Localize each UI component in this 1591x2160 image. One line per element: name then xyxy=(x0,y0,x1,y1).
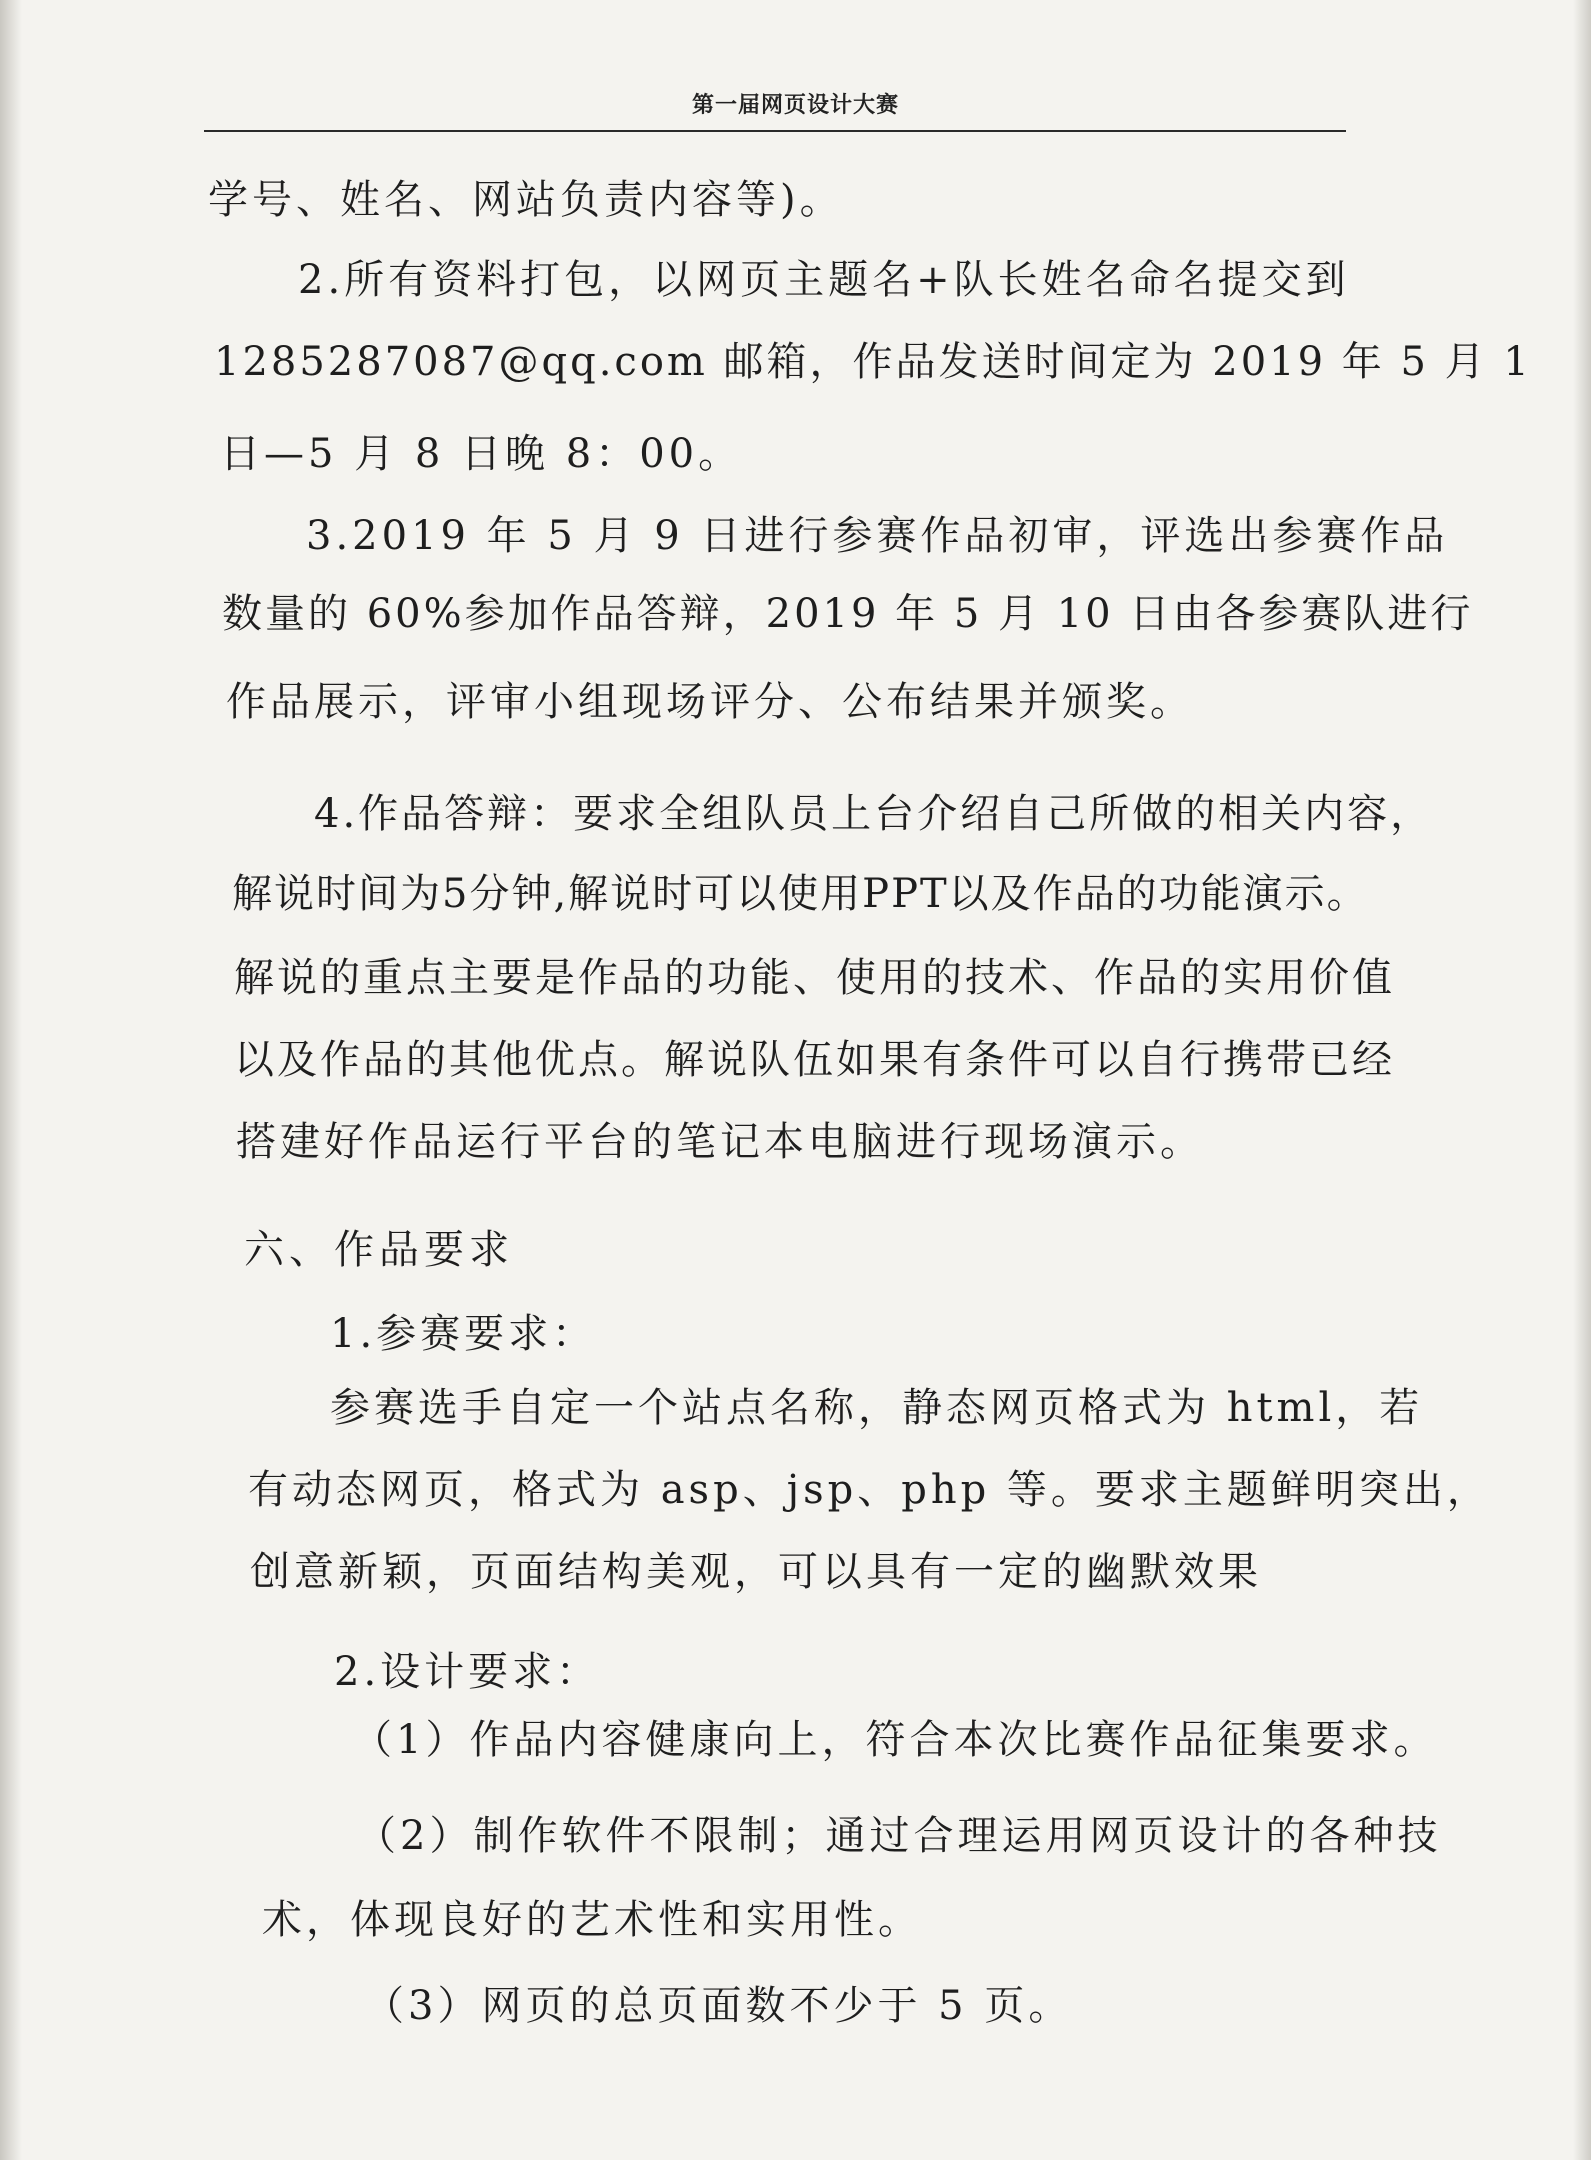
subsection-heading: 1.参赛要求： xyxy=(330,1311,597,1357)
body-line: 4.作品答辩：要求全组队员上台介绍自己所做的相关内容， xyxy=(314,791,1434,837)
page-edge-shadow-right xyxy=(1573,0,1591,2160)
body-line: 1285287087@qq.com 邮箱，作品发送时间定为 2019 年 5 月 1 xyxy=(214,339,1532,385)
body-line: 学号、姓名、网站负责内容等)。 xyxy=(208,177,844,223)
body-line: 以及作品的其他优点。解说队伍如果有条件可以自行携带已经 xyxy=(234,1037,1395,1083)
list-item: （2）制作软件不限制；通过合理运用网页设计的各种技 xyxy=(356,1813,1442,1859)
section-heading: 六、作品要求 xyxy=(244,1227,514,1273)
body-line: 有动态网页，格式为 asp、jsp、php 等。要求主题鲜明突出， xyxy=(248,1467,1491,1513)
header-divider xyxy=(204,130,1346,132)
body-line: 创意新颖，页面结构美观，可以具有一定的幽默效果 xyxy=(250,1549,1262,1595)
body-line: 搭建好作品运行平台的笔记本电脑进行现场演示。 xyxy=(236,1119,1204,1165)
page-header-title: 第一届网页设计大赛 xyxy=(691,93,899,118)
list-item: （1）作品内容健康向上，符合本次比赛作品征集要求。 xyxy=(352,1717,1438,1763)
body-line: 数量的 60%参加作品答辩，2019 年 5 月 10 日由各参赛队进行 xyxy=(222,591,1474,637)
body-line: 日—5 月 8 日晚 8：00。 xyxy=(220,431,743,477)
body-line: 2.所有资料打包，以网页主题名+队长姓名命名提交到 xyxy=(298,257,1350,303)
page-edge-shadow-left xyxy=(0,0,22,2160)
body-line: 参赛选手自定一个站点名称，静态网页格式为 html，若 xyxy=(330,1385,1424,1431)
body-line: 3.2019 年 5 月 9 日进行参赛作品初审，评选出参赛作品 xyxy=(306,513,1449,559)
list-item: （3）网页的总页面数不少于 5 页。 xyxy=(364,1983,1073,2029)
list-item-continuation: 术，体现良好的艺术性和实用性。 xyxy=(262,1897,922,1943)
subsection-heading: 2.设计要求： xyxy=(334,1649,601,1695)
body-line: 作品展示，评审小组现场评分、公布结果并颁奖。 xyxy=(226,679,1194,725)
body-line: 解说时间为5分钟,解说时可以使用PPT以及作品的功能演示。 xyxy=(232,871,1369,917)
body-line: 解说的重点主要是作品的功能、使用的技术、作品的实用价值 xyxy=(234,955,1395,1001)
